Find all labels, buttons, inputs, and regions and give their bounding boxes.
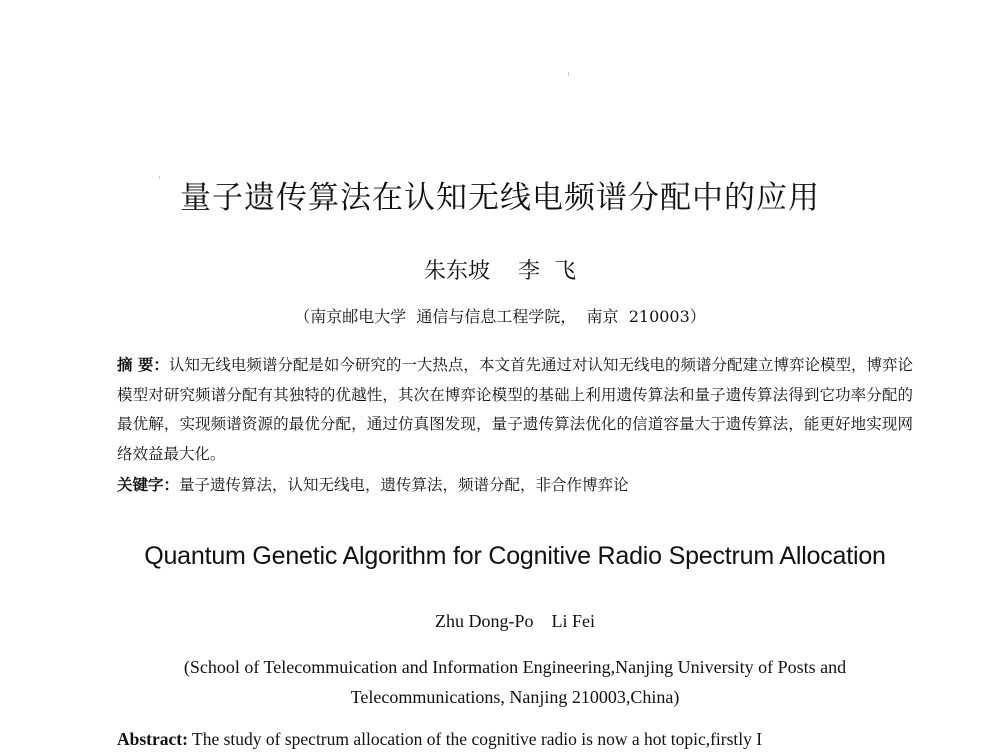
- english-abstract: [117, 726, 917, 752]
- chinese-keywords: [117, 470, 913, 501]
- english-authors: Zhu Dong-Po Li Fei: [435, 611, 595, 631]
- chinese-abstract-label: 摘 要：: [117, 355, 169, 374]
- english-abstract-label: Abstract:: [117, 729, 188, 749]
- english-title: Quantum Genetic Algorithm for Cognitive Radio Spectrum Allocation: [144, 542, 886, 570]
- chinese-authors: 朱东坡 李 飞: [424, 259, 576, 284]
- chinese-keywords-label: 关键字：: [117, 475, 180, 494]
- english-affiliation: (School of Telecommuication and Information Engineering,Nanjing University of Posts and Telecommunications, Nanjing 210003,China): [183, 657, 847, 707]
- chinese-abstract-text: 认知无线电频谱分配是如今研究的一大热点，本文首先通过对认知无线电的频谱分配建立博弈论模型，博弈论模型对研究频谱分配有其独特的优越性，其次在博弈论模型的基础上利用遗传算法和量子遗传算法得到它功率分配的最优解，实现频谱资源的最优分配，通过仿真图发现，量子遗传算法优化的信道容量大于遗传算法，能更好地实现网络效益最大化。: [117, 356, 913, 463]
- chinese-title: 量子遗传算法在认知无线电频谱分配中的应用: [180, 180, 820, 216]
- chinese-abstract: [117, 350, 913, 469]
- chinese-affiliation: （南京邮电大学 通信与信息工程学院， 南京 210003）: [294, 307, 706, 326]
- chinese-keywords-text: 量子遗传算法，认知无线电，遗传算法，频谱分配，非合作博弈论: [179, 476, 629, 494]
- english-abstract-text: The study of spectrum allocation of the cognitive radio is now a hot topic,firstly I: [192, 729, 763, 749]
- scan-speck: [568, 72, 569, 76]
